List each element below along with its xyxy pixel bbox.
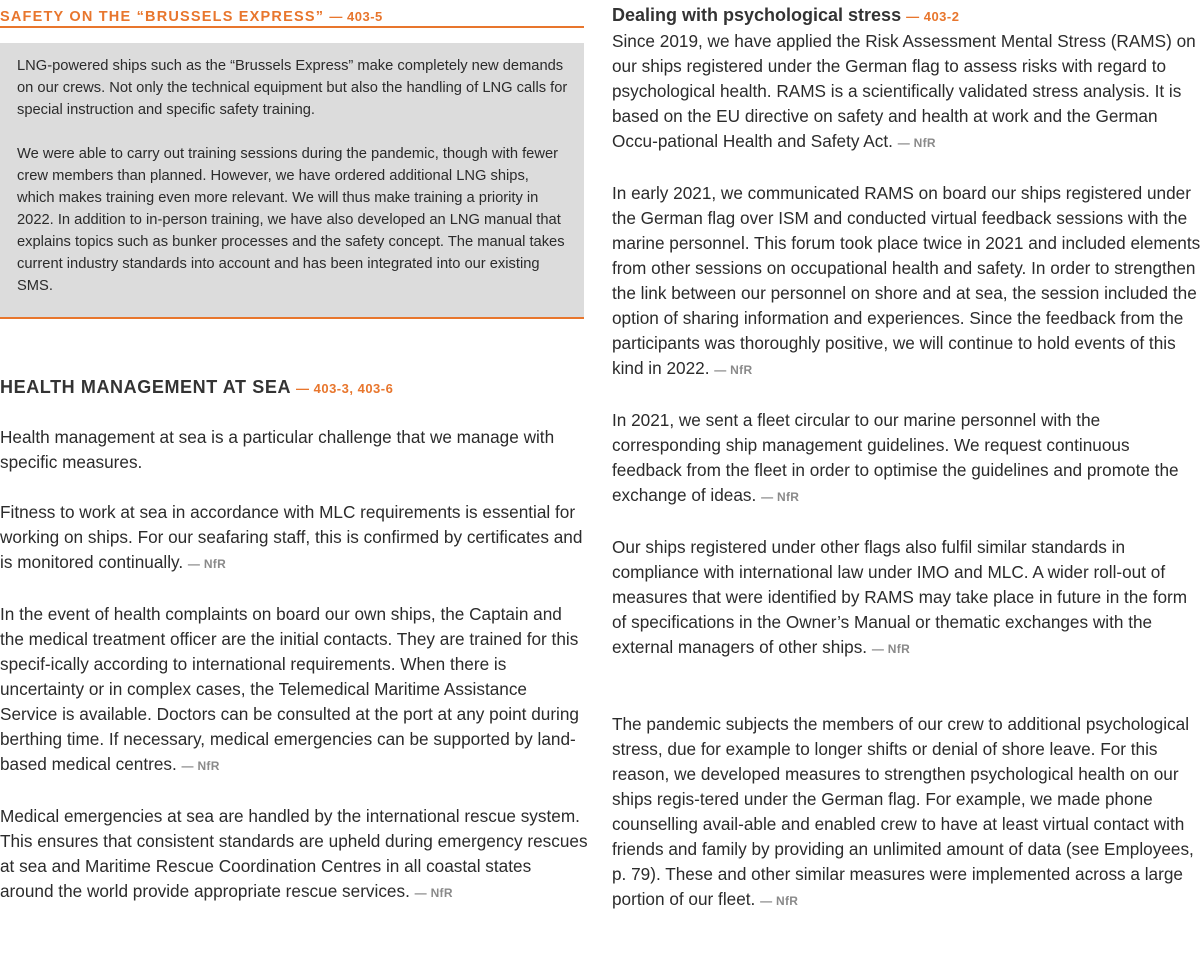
stress-paragraph-4: Our ships registered under other flags also fulfil similar standards in compliance with international law under IMO and MLC. A wider roll-out of measures that were identified by RAMS may take place in future in the form of specifications in the Owner’s Manual or thematic exchanges with the external managers of other ships. — NfR — [612, 537, 1188, 657]
nfr-marker: — NfR — [871, 642, 911, 656]
health-paragraph-1: Fitness to work at sea in accordance with MLC requirements is essential for working on ships. For our seafaring staff, this is confirmed by certificates and is monitored continually. — NfR — [0, 502, 583, 572]
nfr-marker: — NfR — [761, 490, 800, 504]
stress-section-title — [612, 0, 1202, 29]
health-paragraph-2: In the event of health complaints on board our own ships, the Captain and the medical treatment officer are the initial contacts. They are trained for this specif-ically according to international requirements. When there is uncertainty or in complex cases, the Telemedical Maritime Assistance Service is available. Doctors can be consulted at the port at any point during berthing time. If necessary, medical emergencies can be supported by land-based medical centres. — NfR — [0, 604, 579, 774]
health-title-text: HEALTH MANAGEMENT AT SEA — [0, 377, 291, 397]
stress-paragraph-5: The pandemic subjects the members of our crew to additional psychological stress, due for example to longer shifts or denial of shore leave. For this reason, we developed measures to strengthen psychological health on our ships regis-tered under the German flag. For example, we made phone counselling avail-able and enabled crew to have at least virtual contact with friends and family by providing an unlimited amount of data (see Employees, p. 79). These and other similar measures were implemented across a large portion of our fleet. — NfR — [612, 714, 1194, 909]
health-gri-tag: — 403-3, 403-6 — [296, 381, 394, 396]
health-intro: Health management at sea is a particular challenge that we manage with specific measures. — [0, 427, 555, 472]
nfr-marker: — NfR — [897, 136, 936, 150]
safety-paragraph-1: LNG-powered ships such as the “Brussels Express” make completely new demands on our crews. Not only the technical equipment but also the handling of LNG calls for special instruction and specific safety training. — [17, 58, 568, 118]
left-column — [0, 0, 588, 906]
nfr-marker: — NfR — [181, 759, 220, 773]
stress-paragraph-3: In 2021, we sent a fleet circular to our marine personnel with the corresponding ship management guidelines. We request continuous feedback from the fleet in order to optimise the guidelines and promote the exchange of ideas. — NfR — [612, 410, 1179, 505]
stress-body — [612, 29, 1202, 914]
nfr-marker: — NfR — [414, 886, 453, 900]
health-paragraph-3: Medical emergencies at sea are handled by the international rescue system. This ensures that consistent standards are upheld during emergency rescues at sea and Maritime Rescue Coordination Centres in all coastal states around the world provide appropriate rescue services. — NfR — [0, 806, 588, 901]
safety-section-title — [0, 0, 588, 26]
health-section-title — [0, 377, 588, 398]
orange-divider-bottom — [0, 317, 584, 319]
stress-paragraph-2: In early 2021, we communicated RAMS on board our ships registered under the German flag over ISM and conducted virtual feedback sessions with the marine personnel. This forum took place twice in 2021 and included elements from other sessions on occupational health and safety. In order to strengthen the link between our personnel on shore and at sea, the session included the option of sharing information and experiences. Since the feedback from the participants was thoroughly positive, we will continue to hold events of this kind in 2022. — NfR — [612, 183, 1201, 378]
right-column — [612, 0, 1202, 914]
nfr-marker: — NfR — [187, 557, 227, 571]
safety-title-text: SAFETY ON THE “BRUSSELS EXPRESS” — [0, 9, 325, 25]
safety-paragraph-2: We were able to carry out training sessions during the pandemic, though with fewer crew members than planned. However, we have ordered additional LNG ships, which makes training even more relevant. We will thus make training a priority in 2022. In addition to in-person training, we have also developed an LNG manual that explains topics such as bunker processes and the safety concept. The manual takes current industry standards into account and has been integrated into our existing SMS. — [17, 146, 565, 294]
stress-paragraph-1: Since 2019, we have applied the Risk Assessment Mental Stress (RAMS) on our ships registered under the German flag to assess risks with regard to psychological health. RAMS is a scientifically validated stress analysis. It is based on the EU directive on safety and health at work and the German Occu-pational Health and Safety Act. — NfR — [612, 31, 1196, 151]
stress-title-text: Dealing with psychological stress — [612, 5, 902, 25]
nfr-marker: — NfR — [714, 363, 753, 377]
health-body — [0, 425, 588, 906]
stress-gri-tag: — 403-2 — [906, 9, 960, 24]
orange-divider-top — [0, 26, 584, 28]
safety-gri-tag: — 403-5 — [329, 9, 383, 24]
nfr-marker: — NfR — [760, 894, 799, 908]
safety-info-box — [0, 43, 584, 317]
